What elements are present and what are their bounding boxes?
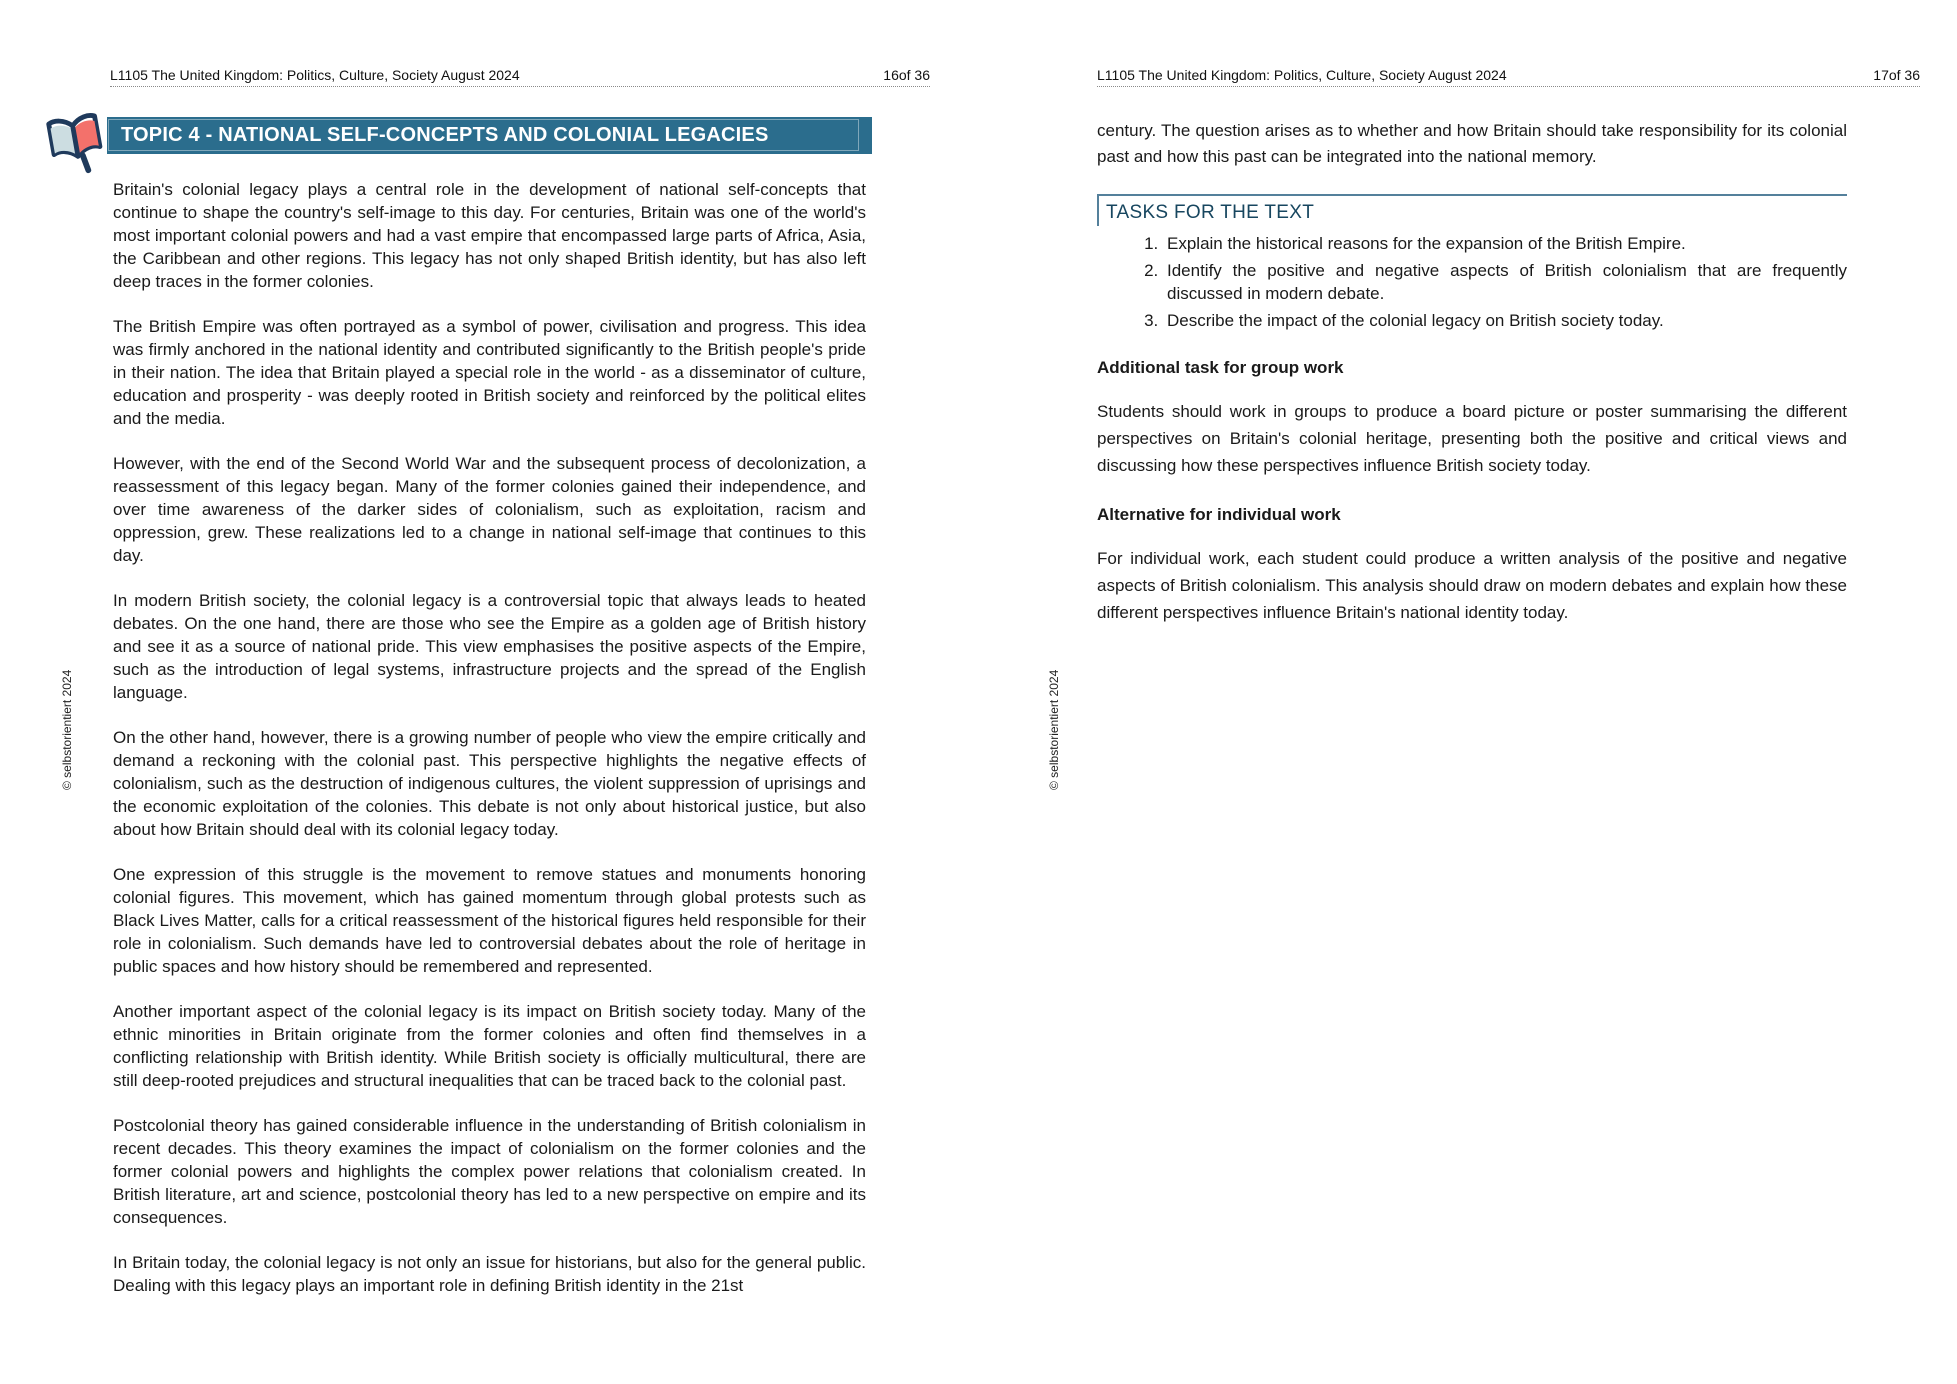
body-paragraph: Postcolonial theory has gained considerable influence in the understanding of British colonialism in recent decades. This theory examines the impact of colonialism on the former colonies and the former colonial powers and highlights the complex power relations that colonialism created. In British literature, art and science, postcolonial theory has led to a new perspective on empire and its consequences. (113, 1116, 866, 1227)
body-paragraph: In Britain today, the colonial legacy is not only an issue for historians, but also for the general public. Dealing with this legacy plays an important role in defining British identity in the 21st (113, 1253, 866, 1295)
left-page-body (113, 178, 866, 1297)
body-paragraph: One expression of this struggle is the movement to remove statues and monuments honoring colonial figures. This movement, which has gained momentum through global protests such as Black Lives Matter, calls for a critical reassessment of the historical figures held responsible for their role in colonialism. Such demands have led to controversial debates about the role of heritage in public spaces and how history should be remembered and represented. (113, 865, 866, 976)
body-paragraph: Another important aspect of the colonial legacy is its impact on British society today. Many of the ethnic minorities in Britain originate from the former colonies and often find themselves in a conflicting relationship with British identity. While British society is officially multicultural, there are still deep-rooted prejudices and structural inequalities that can be traced back to the colonial past. (113, 1002, 866, 1090)
task-item: 2. Identify the positive and negative aspects of British colonialism that are frequently discussed in modern debate. (1163, 259, 1847, 305)
right-page-body (1097, 118, 1847, 626)
book-icon (44, 110, 106, 176)
copyright-vertical-right: © selbstorientiert 2024 (1047, 669, 1061, 790)
page-number: 17of 36 (1873, 67, 1920, 83)
book-icon-graphic (44, 110, 106, 176)
task-item: 1. Explain the historical reasons for the expansion of the British Empire. (1163, 232, 1847, 255)
individual-work-heading: Alternative for individual work (1097, 505, 1341, 524)
body-paragraph: century. The question arises as to whether and how Britain should take responsibility for its colonial past and how this past can be integrated into the national memory. (1097, 121, 1847, 166)
body-paragraph: On the other hand, however, there is a growing number of people who view the empire critically and demand a reckoning with the colonial past. This perspective highlights the negative effects of colonialism, such as the destruction of indigenous cultures, the violent suppression of uprisings and the economic exploitation of the colonies. This debate is not only about historical justice, but also about how Britain should deal with its colonial legacy today. (113, 728, 866, 839)
copyright-vertical-left: © selbstorientiert 2024 (60, 669, 74, 790)
tasks-list (1097, 232, 1847, 332)
group-work-heading: Additional task for group work (1097, 358, 1344, 377)
group-work-paragraph: Students should work in groups to produce a board picture or poster summarising the different perspectives on Britain's colonial heritage, presenting both the positive and critical views and discussing how these perspectives influence British society today. (1097, 402, 1847, 475)
tasks-heading: TASKS FOR THE TEXT (1097, 196, 1847, 226)
document-title: L1105 The United Kingdom: Politics, Culture, Society August 2024 (1097, 67, 1507, 83)
body-paragraph: However, with the end of the Second World War and the subsequent process of decolonization, a reassessment of this legacy began. Many of the former colonies gained their independence, and over time awareness of the darker sides of colonialism, such as exploitation, racism and oppression, grew. These realizations led to a change in national self-image that continues to this day. (113, 454, 866, 565)
page-header-left (110, 60, 930, 87)
tasks-box (1097, 194, 1847, 332)
individual-work-paragraph: For individual work, each student could produce a written analysis of the positive and negative aspects of British colonialism. This analysis should draw on modern debates and explain how these different perspectives influence Britain's national identity today. (1097, 549, 1847, 622)
document-title: L1105 The United Kingdom: Politics, Culture, Society August 2024 (110, 67, 520, 83)
body-paragraph: In modern British society, the colonial legacy is a controversial topic that always leads to heated debates. On the one hand, there are those who see the Empire as a golden age of British history and see it as a source of national pride. This view emphasises the positive aspects of the Empire, such as the introduction of legal systems, infrastructure projects and the spread of the English language. (113, 591, 866, 702)
body-paragraph: Britain's colonial legacy plays a central role in the development of national self-concepts that continue to shape the country's self-image to this day. For centuries, Britain was one of the world's most important colonial powers and had a vast empire that encompassed large parts of Africa, Asia, the Caribbean and other regions. This legacy has not only shaped British identity, but has also left deep traces in the former colonies. (113, 180, 866, 291)
topic-banner: TOPIC 4 - NATIONAL SELF-CONCEPTS AND COLONIAL LEGACIES (107, 117, 872, 154)
task-item: 3. Describe the impact of the colonial legacy on British society today. (1163, 309, 1847, 332)
body-paragraph: The British Empire was often portrayed as a symbol of power, civilisation and progress. This idea was firmly anchored in the national identity and contributed significantly to the British people's pride in their nation. The idea that Britain played a special role in the world - as a disseminator of culture, education and prosperity - was deeply rooted in British society and reinforced by the political elites and the media. (113, 317, 866, 428)
page-header-right (1097, 60, 1920, 87)
page-number: 16of 36 (883, 67, 930, 83)
